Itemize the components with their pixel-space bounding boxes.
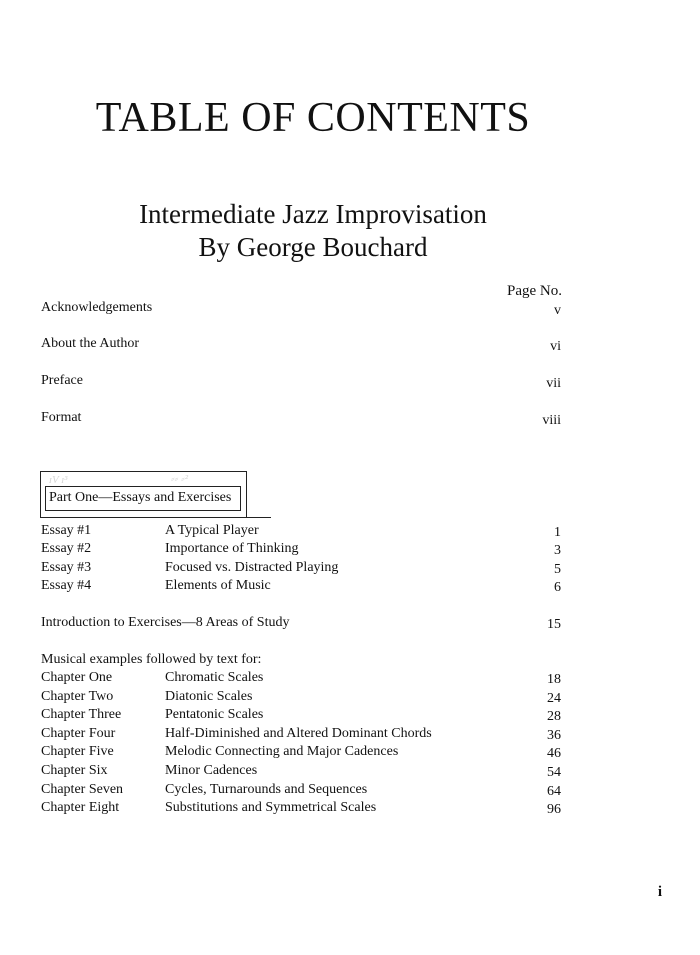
part-one-heading: Part One—Essays and Exercises xyxy=(45,486,241,511)
toc-entry-format: Format xyxy=(41,410,82,425)
book-title: Intermediate Jazz Improvisation xyxy=(139,199,487,229)
chapter-label: Chapter Seven xyxy=(41,782,124,797)
show-through-smudge: ɪV ɪ³ xyxy=(49,474,68,486)
page-title: TABLE OF CONTENTS xyxy=(95,95,531,141)
toc-entry-preface: Preface xyxy=(41,373,83,388)
essay-page: 1 xyxy=(554,525,561,540)
chapter-page: 96 xyxy=(547,802,561,817)
book-author: By George Bouchard xyxy=(198,232,428,262)
toc-page-format: viii xyxy=(542,413,561,428)
chapter-label: Chapter Four xyxy=(41,726,116,741)
essay-title: Elements of Music xyxy=(165,578,271,593)
chapter-title: Half-Diminished and Altered Dominant Chords xyxy=(165,726,432,741)
chapter-page: 28 xyxy=(547,709,561,724)
chapter-page: 46 xyxy=(547,746,561,761)
essay-title: A Typical Player xyxy=(165,523,259,538)
chapter-page: 24 xyxy=(547,691,561,706)
toc-entry-about-author: About the Author xyxy=(41,336,139,351)
chapter-title: Cycles, Turnarounds and Sequences xyxy=(165,782,368,797)
chapter-title: Chromatic Scales xyxy=(165,670,264,685)
essay-title: Importance of Thinking xyxy=(165,541,299,556)
toc-page-acknowledgements: v xyxy=(554,303,561,318)
footer-page-number: i xyxy=(657,884,662,900)
toc-entry-acknowledgements: Acknowledgements xyxy=(41,300,153,315)
essay-label: Essay #2 xyxy=(41,541,92,556)
chapter-page: 64 xyxy=(547,784,561,799)
essay-label: Essay #3 xyxy=(41,560,92,575)
chapter-label: Chapter Eight xyxy=(41,800,120,815)
part-one-heading-box xyxy=(40,471,247,518)
intro-entry: Introduction to Exercises—8 Areas of Study xyxy=(41,615,290,630)
chapter-label: Chapter Six xyxy=(41,763,108,778)
toc-page-about-author: vi xyxy=(550,339,561,354)
chapter-title: Substitutions and Symmetrical Scales xyxy=(165,800,377,815)
musical-examples-label: Musical examples followed by text for: xyxy=(41,652,262,667)
essay-page: 5 xyxy=(554,562,561,577)
essay-page: 6 xyxy=(554,580,561,595)
chapter-label: Chapter Two xyxy=(41,689,114,704)
essay-label: Essay #1 xyxy=(41,523,92,538)
heading-underline xyxy=(247,517,271,518)
chapter-label: Chapter Three xyxy=(41,707,122,722)
chapter-title: Pentatonic Scales xyxy=(165,707,264,722)
chapter-title: Minor Cadences xyxy=(165,763,258,778)
page-number-header: Page No. xyxy=(507,283,562,299)
chapter-title: Melodic Connecting and Major Cadences xyxy=(165,744,399,759)
essay-label: Essay #4 xyxy=(41,578,92,593)
essay-title: Focused vs. Distracted Playing xyxy=(165,560,339,575)
chapter-label: Chapter One xyxy=(41,670,113,685)
chapter-title: Diatonic Scales xyxy=(165,689,253,704)
show-through-smudge-2: ⸗⸗ ⸗² xyxy=(171,473,189,485)
chapter-page: 36 xyxy=(547,728,561,743)
chapter-page: 54 xyxy=(547,765,561,780)
toc-page-preface: vii xyxy=(546,376,561,391)
essay-page: 3 xyxy=(554,543,561,558)
chapter-label: Chapter Five xyxy=(41,744,114,759)
intro-page: 15 xyxy=(547,617,561,632)
chapter-page: 18 xyxy=(547,672,561,687)
